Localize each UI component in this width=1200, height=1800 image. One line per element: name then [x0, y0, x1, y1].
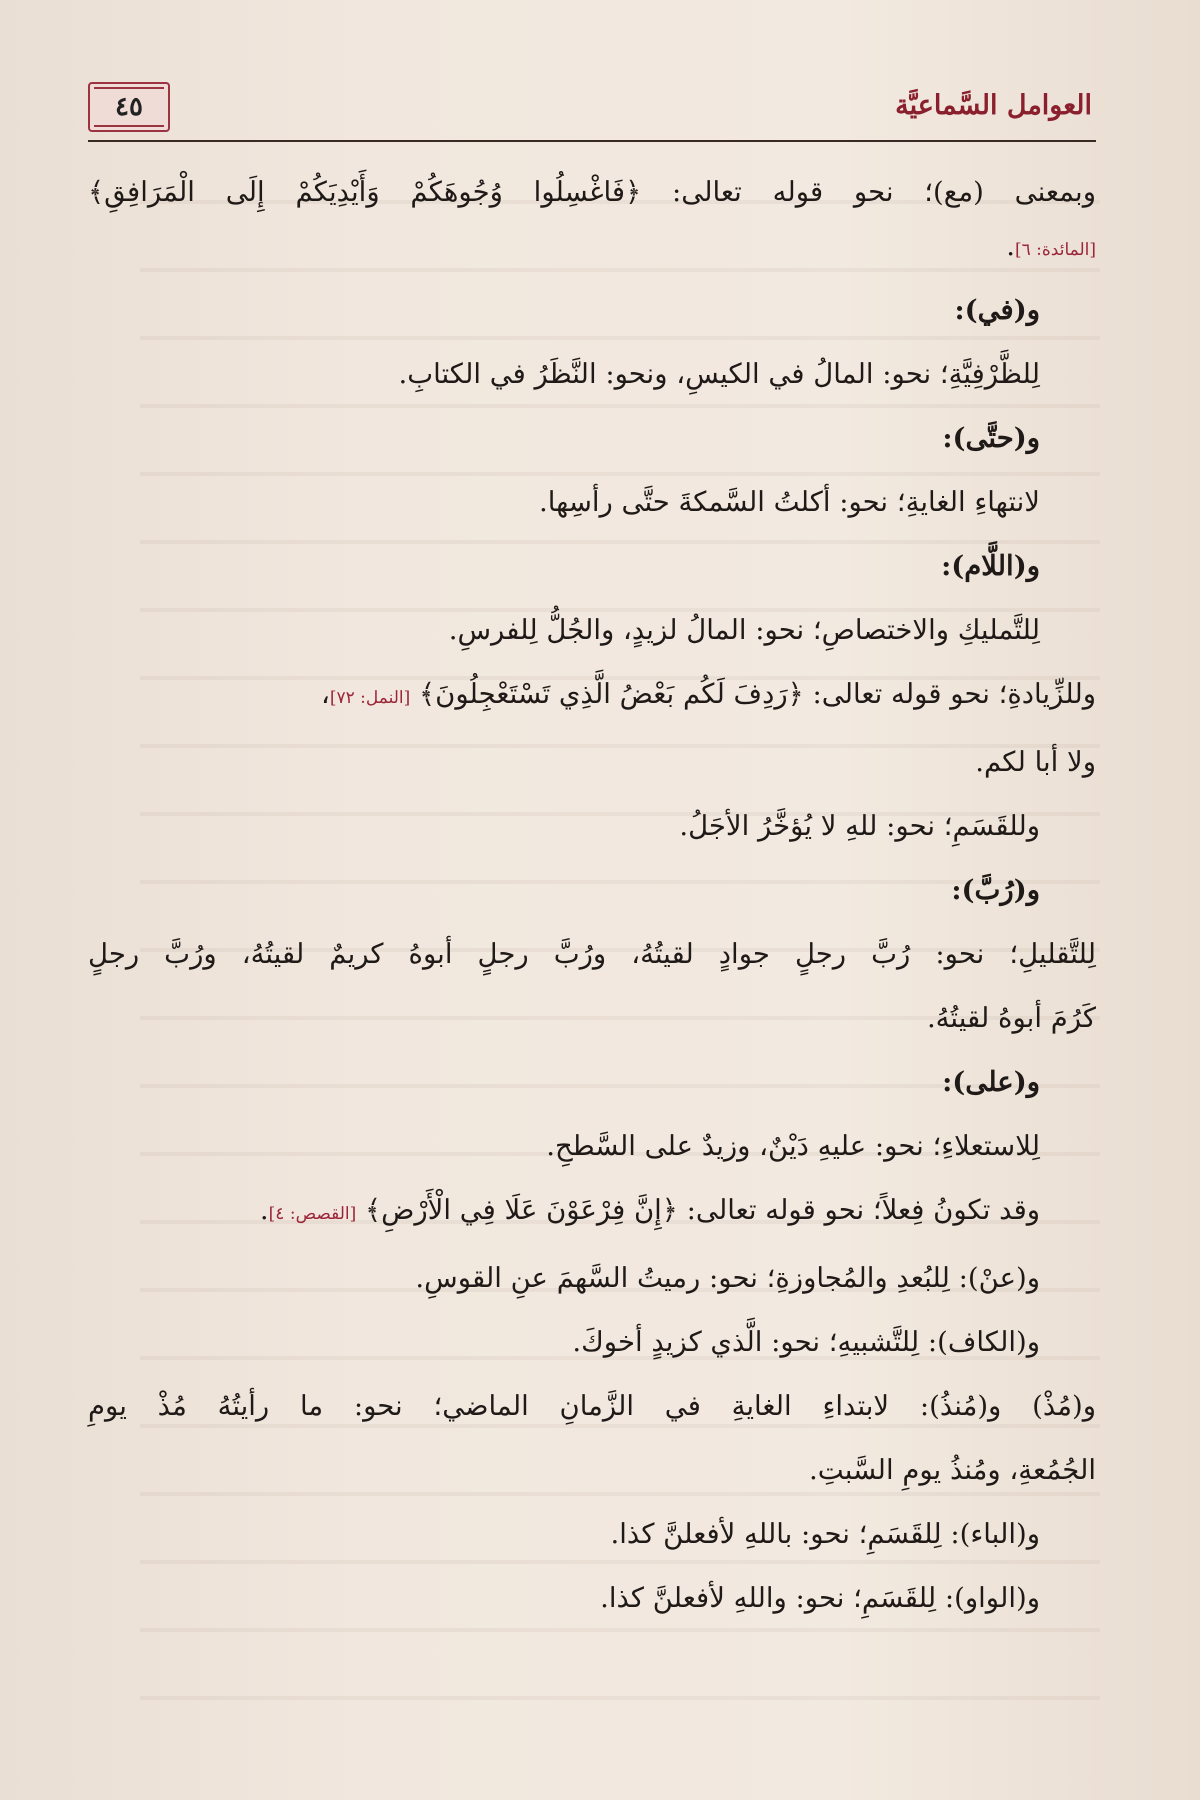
text-line-21: الجُمُعةِ، ومُنذُ يومِ السَّبتِ. — [808, 1454, 1096, 1486]
text-line-10: ولا أبا لكم. — [975, 746, 1096, 778]
text-line-14: كَرُمَ أبوهُ لقيتُهُ. — [926, 1002, 1096, 1034]
quran-reference: [القصص: ٤] — [268, 1204, 357, 1224]
text-line-18: و(عنْ): لِلبُعدِ والمُجاوزةِ؛ نحو: رميتُ السَّهمَ عنِ القوسِ. — [415, 1262, 1040, 1294]
text-line-9: وللزِّيادةِ؛ نحو قوله تعالى: ﴿رَدِفَ لَكُم بَعْضُ الَّذِي تَسْتَعْجِلُونَ﴾ [النمل: ٧٢]، — [320, 678, 1096, 710]
header-rule — [88, 140, 1096, 142]
text-line-8: لِلتَّمليكِ والاختصاصِ؛ نحو: المالُ لزيدٍ، والجُلُّ لِلفرسِ. — [448, 614, 1040, 646]
quran-reference: [المائدة: ٦] — [1014, 240, 1096, 260]
text-line-17: وقد تكونُ فِعلاً؛ نحو قوله تعالى: ﴿إِنَّ فِرْعَوْنَ عَلَا فِي الْأَرْضِ﴾ [القصص: ٤]. — [259, 1194, 1040, 1226]
text-line-3: و(في): — [954, 294, 1040, 326]
text-line-13: لِلتَّقليلِ؛ نحو: رُبَّ رجلٍ جوادٍ لقيتُهُ، ورُبَّ رجلٍ أبوهُ كريمٌ لقيتُهُ، ورُبَّ رجلٍ — [88, 938, 1096, 970]
text-line-12: و(رُبَّ): — [951, 874, 1040, 906]
text-line-2: [المائدة: ٦]. — [1006, 230, 1096, 262]
page-header — [88, 82, 1096, 142]
text-line-22: و(الباء): لِلقَسَمِ؛ نحو: باللهِ لأفعلنَّ كذا. — [610, 1518, 1040, 1550]
text-line-7: و(اللَّام): — [941, 550, 1040, 582]
page-number: ٤٥ — [115, 92, 143, 122]
page-number-box — [88, 82, 170, 132]
text-line-15: و(على): — [942, 1066, 1040, 1098]
text-line-16: لِلاستعلاءِ؛ نحو: عليهِ دَيْنٌ، وزيدٌ على السَّطحِ. — [546, 1130, 1040, 1162]
text-line-19: و(الكاف): لِلتَّشبيهِ؛ نحو: الَّذي كزيدٍ أخوكَ. — [572, 1326, 1040, 1358]
text-line-20: و(مُذْ) و(مُنذُ): لابتداءِ الغايةِ في الزَّمانِ الماضي؛ نحو: ما رأيتُهُ مُذْ يومِ — [88, 1390, 1096, 1422]
text-line-11: وللقَسَمِ؛ نحو: للهِ لا يُؤخَّرُ الأجَلُ. — [679, 810, 1040, 842]
text-line-4: لِلظَّرْفِيَّةِ؛ نحو: المالُ في الكيسِ، ونحو: النَّظَرُ في الكتابِ. — [398, 358, 1040, 390]
page-body — [88, 160, 1096, 1630]
text-line-5: و(حتَّى): — [942, 422, 1040, 454]
running-title: العوامل السَّماعيَّة — [895, 90, 1092, 121]
quran-reference: [النمل: ٧٢] — [329, 688, 411, 708]
text-line-1: وبمعنى (مع)؛ نحو قوله تعالى: ﴿فَاغْسِلُوا وُجُوهَكُمْ وَأَيْدِيَكُمْ إِلَى الْمَرَافِقِ﴾ — [88, 176, 1096, 208]
text-line-6: لانتهاءِ الغايةِ؛ نحو: أكلتُ السَّمكةَ حتَّى رأسِها. — [539, 486, 1040, 518]
text-line-23: و(الواو): لِلقَسَمِ؛ نحو: واللهِ لأفعلنَّ كذا. — [600, 1582, 1040, 1614]
